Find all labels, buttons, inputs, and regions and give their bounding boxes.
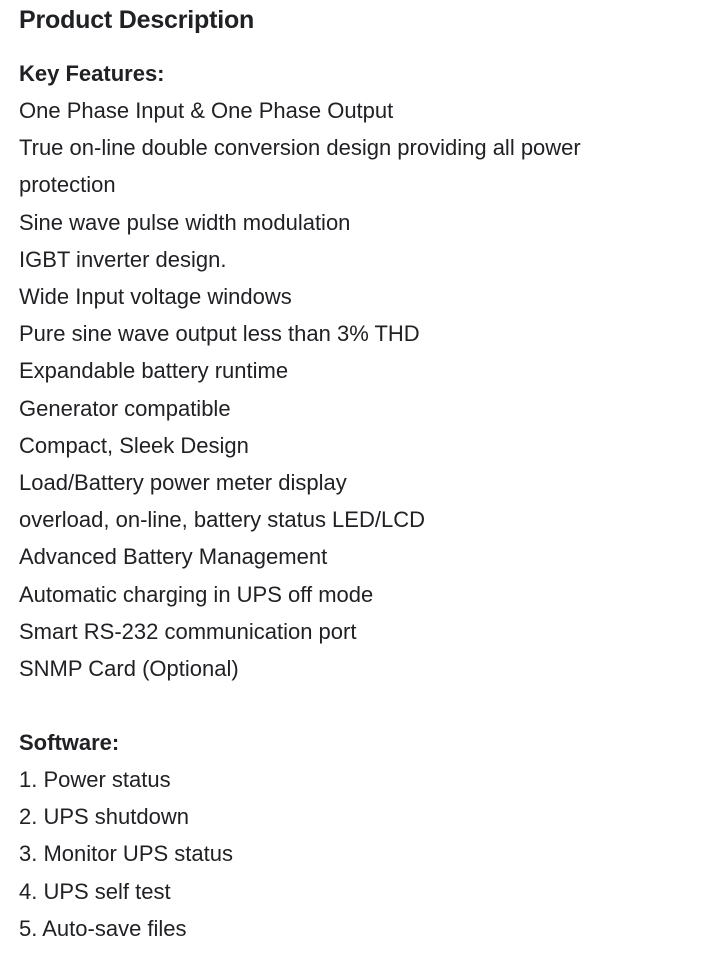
- feature-line: Automatic charging in UPS off mode: [19, 581, 374, 607]
- feature-line: Sine wave pulse width modulation: [19, 209, 351, 235]
- software-item: 3. Monitor UPS status: [19, 841, 233, 867]
- feature-line: One Phase Input & One Phase Output: [19, 98, 394, 123]
- feature-line: Advanced Battery Management: [19, 544, 328, 570]
- key-features-heading: Key Features:: [19, 61, 165, 86]
- software-item: 5. Auto-save files: [19, 915, 187, 941]
- software-list: [19, 761, 699, 947]
- feature-line: Smart RS-232 communication port: [19, 618, 357, 644]
- software-heading: Software:: [19, 730, 120, 755]
- feature-line: Pure sine wave output less than 3% THD: [19, 321, 420, 347]
- page-title: Product Description: [19, 6, 255, 34]
- software-item: 4. UPS self test: [19, 878, 171, 904]
- feature-line: SNMP Card (Optional): [19, 656, 239, 682]
- feature-line: protection: [19, 172, 116, 198]
- key-features-list: [19, 92, 699, 687]
- software-section: [19, 724, 699, 947]
- feature-line: True on-line double conversion design providing all power: [19, 135, 581, 161]
- feature-line: Generator compatible: [19, 395, 231, 421]
- feature-line: IGBT inverter design.: [19, 246, 227, 272]
- feature-line: overload, on-line, battery status LED/LCD: [19, 507, 425, 533]
- software-item: 1. Power status: [19, 767, 171, 792]
- feature-line: Compact, Sleek Design: [19, 432, 249, 458]
- feature-line: Expandable battery runtime: [19, 358, 289, 384]
- key-features-section: [19, 55, 699, 687]
- feature-line: Wide Input voltage windows: [19, 284, 292, 310]
- software-item: 2. UPS shutdown: [19, 804, 189, 830]
- feature-line: Load/Battery power meter display: [19, 470, 347, 496]
